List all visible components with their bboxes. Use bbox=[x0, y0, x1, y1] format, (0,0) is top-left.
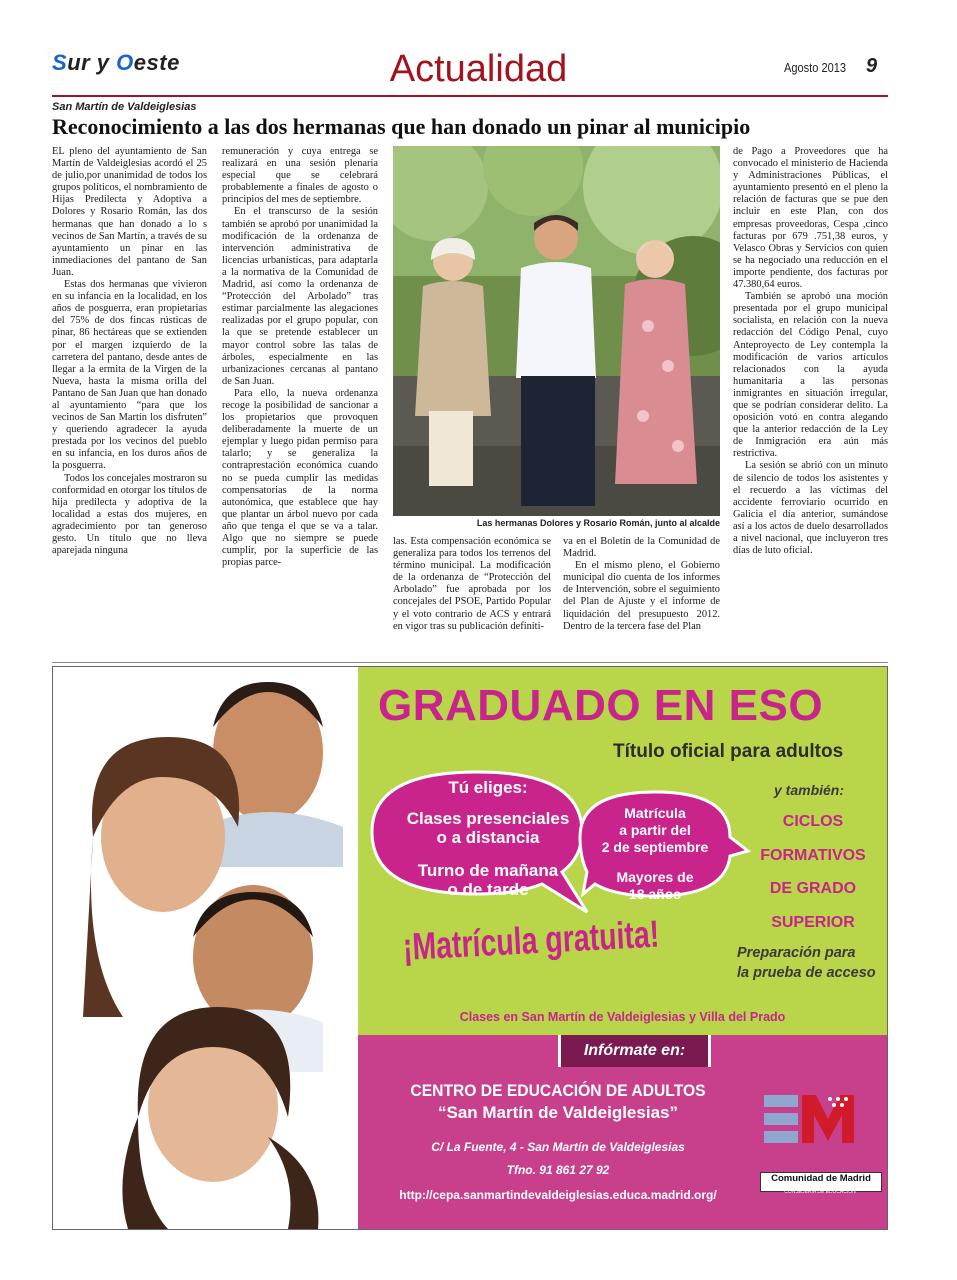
bubble-title: Tú eliges: bbox=[448, 778, 528, 797]
students-illustration bbox=[53, 667, 358, 1229]
bubble-line: o a distancia bbox=[436, 828, 540, 847]
prep-text bbox=[737, 943, 876, 983]
article-kicker: San Martín de Valdeiglesias bbox=[52, 101, 197, 113]
centro-phone: Tfno. 91 861 27 92 bbox=[506, 1163, 610, 1177]
prep-line: Preparación para bbox=[737, 945, 856, 961]
photo-illustration bbox=[393, 146, 720, 516]
comunidad-madrid-logo bbox=[760, 1089, 880, 1149]
article-headline: Reconocimiento a las dos hermanas que han donado un pinar al municipio bbox=[52, 114, 751, 139]
centro-url[interactable]: http://cepa.sanmartindevaldeiglesias.educa.madrid.org/ bbox=[399, 1188, 717, 1202]
centro-subname: “San Martín de Valdeiglesias” bbox=[438, 1103, 678, 1122]
bubble-line: Matrícula bbox=[624, 805, 686, 821]
bubble-line: Turno de mañana bbox=[417, 861, 559, 880]
prep-line: la prueba de acceso bbox=[737, 965, 876, 981]
paragraph: las. Esta compensación económica se generaliza para todos los terrenos del término municipal. La modificación de la ordenanza de “Protección del Arbolado” fue aprobada por los concejales del PSOE, Partido Popular y el voto contrario de ACS y entrará en vigor tras su publicación definiti- bbox=[393, 536, 551, 632]
class-locations: Clases en San Martín de Valdeiglesias y Villa del Prado bbox=[459, 1010, 786, 1024]
ciclo-line: DE GRADO bbox=[769, 880, 857, 897]
ciclo-line: FORMATIVOS bbox=[760, 847, 866, 864]
page-number: 9 bbox=[866, 55, 878, 77]
bubble-line: 18 años bbox=[628, 886, 682, 902]
section-title: Actualidad bbox=[389, 48, 568, 90]
ad-photo bbox=[53, 667, 358, 1229]
centro-name: CENTRO DE EDUCACIÓN DE ADULTOS bbox=[410, 1081, 706, 1100]
consejeria-label: CONSEJERÍA DE EDUCACIÓN bbox=[784, 1189, 856, 1195]
photo-caption: Las hermanas Dolores y Rosario Román, junto al alcalde bbox=[476, 518, 720, 528]
bubble-line: Clases presenciales bbox=[406, 809, 570, 828]
paragraph: También se aprobó una moción presentada por el grupo municipal socialista, en relación con la nueva redacción del Código Penal, cuyo Anteproyecto de Ley contempla la modificación de varios artículos relacionados con la ayuda humanitaria a las personas inmigrantes en situación irregular, que se podrían considerar delito. La oposición votó en contra alegando que la anterior redacción de la Ley de Inmigración era aún más restrictiva. bbox=[733, 291, 888, 460]
article-column-4 bbox=[733, 146, 888, 557]
info-label: Infórmate en: bbox=[558, 1035, 711, 1067]
paragraph: de Pago a Proveedores que ha convocado el ministerio de Hacienda y Administraciones Públicas, el ayuntamiento presentó en el pleno la relación de facturas que se pue den incluir en este Plan, con dos empresas proveedoras, Cespa ,cinco facturas por 679 .751,38 euros, y Velasco Obras y Servicios con quien se ha negociado una reducción en el importe pendiente, dos facturas por 47.380,64 euros. bbox=[733, 146, 888, 291]
article-column-3b bbox=[563, 536, 720, 633]
article-photo bbox=[393, 146, 720, 516]
ciclo-line: CICLOS bbox=[782, 813, 844, 830]
header-rule bbox=[52, 95, 888, 97]
paragraph: va en el Boletín de la Comunidad de Madrid. bbox=[563, 536, 720, 560]
centro-address: C/ La Fuente, 4 - San Martín de Valdeiglesias bbox=[431, 1140, 685, 1154]
paragraph: En el mismo pleno, el Gobierno municipal dio cuenta de los informes de Intervención, sobre el seguimiento del Plan de Ajuste y el informe de liquidación del presupuesto 2012. Dentro de la tercera fase del Plan bbox=[563, 560, 720, 632]
bubble-line: o de tarde bbox=[447, 880, 529, 899]
paragraph: remuneración y cuya entrega se realizará en una sesión plenaria especial que se celebrará probablemente a finales de agosto o principios del mes de septiembre. bbox=[222, 146, 378, 206]
bubble-line: 2 de septiembre bbox=[601, 839, 709, 855]
paragraph: EL pleno del ayuntamiento de San Martín de Valdeiglesias acordó el 25 de julio,por unanimidad de todos los grupos políticos, el nombramiento de Hijas Predilecta y Adoptiva a Dolores y Rosario Román, las dos hermanas que han donado a lo s vecinos de San Martín, a través de su ayuntamiento un pinar en las inmediaciones del pantano de San Juan. bbox=[52, 146, 207, 278]
paragraph: En el transcurso de la sesión también se aprobó por unanimidad la modificación de la ordenanza de intervención administrativa de licencias urbanísticas, para adaptarla a la normativa de la Comunidad de Madrid, así como la ordenanza de “Protección del Arbolado” tras estimar parcialmente las alegaciones realizadas por el grupo popular, con la que se pretende establecer un mayor control sobre las talas de árboles, especialmente en las urbanizaciones cercanas al pantano de San Juan. bbox=[222, 206, 378, 387]
ad-title: GRADUADO EN ESO bbox=[378, 681, 824, 730]
bubble-line: Mayores de bbox=[616, 869, 694, 885]
advertisement bbox=[52, 666, 888, 1230]
article-column-1 bbox=[52, 146, 207, 557]
ad-subtitle: Título oficial para adultos bbox=[613, 741, 844, 762]
paragraph: Todos los concejales mostraron su conformidad en otorgar los títulos de hija predilecta y adoptiva de la localidad a estas dos mujeres, en agradecimiento por tan generoso gesto. Un título que no lleva aparejada ninguna bbox=[52, 472, 207, 557]
article-column-2 bbox=[222, 146, 378, 569]
article-column-3a bbox=[393, 536, 551, 633]
ciclo-line: SUPERIOR bbox=[771, 914, 855, 931]
comunidad-madrid-name: Comunidad de Madrid bbox=[760, 1172, 882, 1192]
paragraph: Estas dos hermanas que vivieron en su infancia en la localidad, en los años de posguerra, eran propietarias del 75% de dos fincas rústicas de pinar, 86 hectáreas que se extienden por el margen izquierdo de la carretera del pantano, desde antes de llegar a la ermita de la Virgen de la Nueva, hasta la misma orilla del Pantano de San Juan que han donado al ayuntamiento “para que los vecinos de San Martín los disfruten” y queriendo agradecer la ayuda prestada por los vecinos del pueblo en su infancia, en los duros años de la posguerra. bbox=[52, 279, 207, 472]
article-bottom-rule bbox=[52, 662, 888, 663]
bubble-line: a partir del bbox=[619, 822, 691, 838]
paragraph: La sesión se abrió con un minuto de silencio de todos los asistentes y el recuerdo a las víctimas del accidente ferroviario ocurrido en Galicia el día anterior, sumándose así a los actos de duelo desarrollados a nivel nacional, que incluyeron tres días de luto oficial. bbox=[733, 460, 888, 557]
free-enrollment: ¡Matrícula gratuita! bbox=[401, 913, 661, 969]
issue-date: Agosto 2013 bbox=[784, 60, 847, 75]
paragraph: Para ello, la nueva ordenanza recoge la posibilidad de sancionar a los propietarios que provoquen deliberadamente la muerte de un ejemplar y luego pidan permiso para talarlo; y se generaliza la contraprestación económica cuando no se pueda cumplir las medidas compensatorias de la norma autonómica, que establece que hay que plantar un árbol nuevo por cada año que tenga el que se va a talar. Algo que no siempre se puede cumplir, por la superficie de las propias parce- bbox=[222, 387, 378, 569]
also-label: y también: bbox=[774, 782, 845, 798]
publication-logo: Sur y Oeste bbox=[52, 50, 180, 75]
